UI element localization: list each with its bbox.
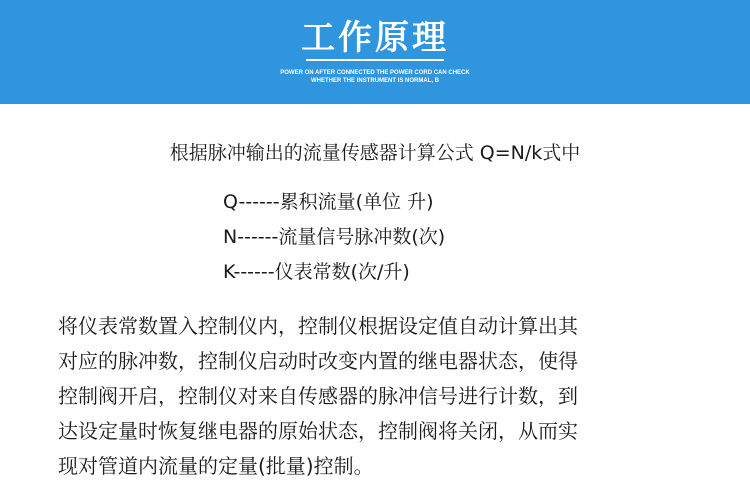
banner-subtitle-line-1: POWER ON AFTER CONNECTED THE POWER CORD CAN CHECK <box>280 70 470 76</box>
definition-k: K------仪表常数(次/升) <box>223 261 410 283</box>
paragraph-line: 对应的脉冲数，控制仪启动时改变内置的继电器状态，使得 <box>58 349 578 373</box>
banner-title: 工作原理 <box>301 18 449 58</box>
definition-n: N------流量信号脉冲数(次) <box>223 226 446 248</box>
definition-q: Q------累积流量(单位 升) <box>223 191 434 213</box>
banner-subtitle-line-2: WHETHER THE INSTRUMENT IS NORMAL, B <box>311 78 439 84</box>
paragraph-line: 将仪表常数置入控制仪内，控制仪根据设定值自动计算出其 <box>58 314 578 338</box>
paragraph-line: 达设定量时恢复继电器的原始状态，控制阀将关闭，从而实 <box>58 419 578 443</box>
paragraph-line: 控制阀开启，控制仪对来自传感器的脉冲信号进行计数，到 <box>58 384 578 408</box>
banner-underline <box>306 59 444 61</box>
description-paragraph <box>58 309 698 484</box>
formula-line: 根据脉冲输出的流量传感器计算公式 Q=N/k式中 <box>169 142 581 164</box>
paragraph-line: 现对管道内流量的定量(批量)控制。 <box>58 454 374 478</box>
header-banner <box>0 0 750 104</box>
